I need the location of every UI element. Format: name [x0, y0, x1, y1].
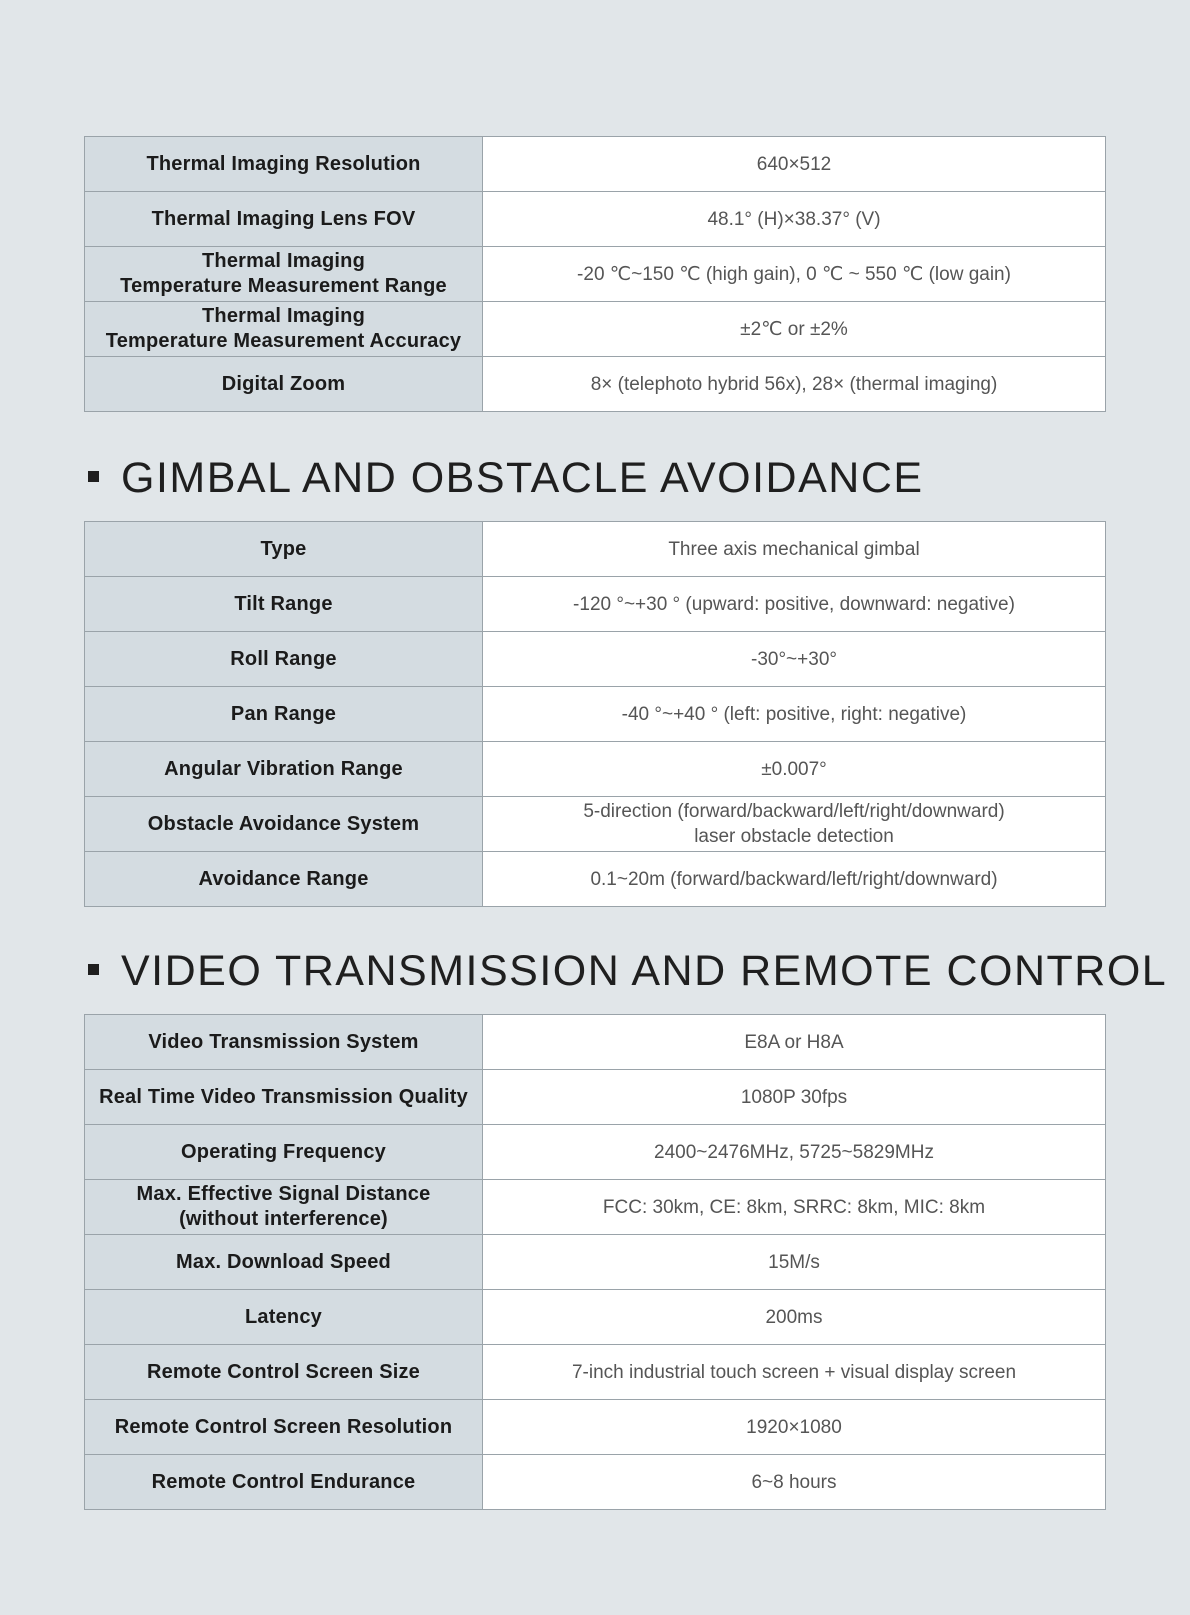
video-heading-text: VIDEO TRANSMISSION AND REMOTE CONTROL — [121, 947, 1168, 995]
table-row — [85, 632, 1106, 687]
spec-label: Remote Control Screen Size — [85, 1345, 483, 1400]
spec-label: Thermal Imaging Resolution — [85, 137, 483, 192]
spec-value: 7-inch industrial touch screen + visual display screen — [483, 1345, 1106, 1400]
spec-value: Three axis mechanical gimbal — [483, 522, 1106, 577]
spec-value: 0.1~20m (forward/backward/left/right/downward) — [483, 852, 1106, 907]
heading-bullet — [88, 964, 99, 975]
table-row — [85, 1015, 1106, 1070]
spec-value: 15M/s — [483, 1235, 1106, 1290]
spec-value: FCC: 30km, CE: 8km, SRRC: 8km, MIC: 8km — [483, 1180, 1106, 1235]
spec-value: -20 ℃~150 ℃ (high gain), 0 ℃ ~ 550 ℃ (low gain) — [483, 247, 1106, 302]
table-row — [85, 1290, 1106, 1345]
table-row — [85, 1400, 1106, 1455]
table-row — [85, 247, 1106, 302]
spec-label: Type — [85, 522, 483, 577]
spec-value: 1080P 30fps — [483, 1070, 1106, 1125]
spec-label: Avoidance Range — [85, 852, 483, 907]
spec-value: 8× (telephoto hybrid 56x), 28× (thermal imaging) — [483, 357, 1106, 412]
spec-label: Video Transmission System — [85, 1015, 483, 1070]
table-row — [85, 852, 1106, 907]
spec-label: Obstacle Avoidance System — [85, 797, 483, 852]
spec-value: 200ms — [483, 1290, 1106, 1345]
spec-label: Max. Effective Signal Distance (without interference) — [85, 1180, 483, 1235]
spec-value: 48.1° (H)×38.37° (V) — [483, 192, 1106, 247]
table-row — [85, 742, 1106, 797]
spec-value: -40 °~+40 ° (left: positive, right: negative) — [483, 687, 1106, 742]
spec-value: 640×512 — [483, 137, 1106, 192]
spec-label: Remote Control Endurance — [85, 1455, 483, 1510]
spec-label: Latency — [85, 1290, 483, 1345]
table-row — [85, 1455, 1106, 1510]
table-row — [85, 192, 1106, 247]
spec-value: ±0.007° — [483, 742, 1106, 797]
table-row — [85, 577, 1106, 632]
table-row — [85, 1125, 1106, 1180]
video-section-heading — [88, 943, 1167, 999]
spec-value: E8A or H8A — [483, 1015, 1106, 1070]
table-row — [85, 797, 1106, 852]
spec-label: Digital Zoom — [85, 357, 483, 412]
spec-label: Thermal Imaging Lens FOV — [85, 192, 483, 247]
table-row — [85, 137, 1106, 192]
spec-value: 5-direction (forward/backward/left/right/downward) laser obstacle detection — [483, 797, 1106, 852]
gimbal-section-heading — [88, 450, 924, 506]
table-row — [85, 1345, 1106, 1400]
spec-label: Operating Frequency — [85, 1125, 483, 1180]
video-spec-table — [84, 1014, 1106, 1510]
gimbal-heading-text: GIMBAL AND OBSTACLE AVOIDANCE — [121, 454, 924, 502]
spec-label: Max. Download Speed — [85, 1235, 483, 1290]
heading-bullet — [88, 471, 99, 482]
gimbal-spec-table — [84, 521, 1106, 907]
thermal-spec-table — [84, 136, 1106, 412]
spec-label: Real Time Video Transmission Quality — [85, 1070, 483, 1125]
spec-value: 1920×1080 — [483, 1400, 1106, 1455]
table-row — [85, 522, 1106, 577]
spec-value: 2400~2476MHz, 5725~5829MHz — [483, 1125, 1106, 1180]
table-row — [85, 357, 1106, 412]
table-row — [85, 1070, 1106, 1125]
spec-label: Roll Range — [85, 632, 483, 687]
spec-label: Pan Range — [85, 687, 483, 742]
table-row — [85, 1235, 1106, 1290]
spec-value: 6~8 hours — [483, 1455, 1106, 1510]
spec-value: -120 °~+30 ° (upward: positive, downward: negative) — [483, 577, 1106, 632]
table-row — [85, 302, 1106, 357]
spec-label: Angular Vibration Range — [85, 742, 483, 797]
spec-label: Thermal Imaging Temperature Measurement Range — [85, 247, 483, 302]
spec-label: Thermal Imaging Temperature Measurement Accuracy — [85, 302, 483, 357]
spec-value: ±2℃ or ±2% — [483, 302, 1106, 357]
spec-value: -30°~+30° — [483, 632, 1106, 687]
table-row — [85, 1180, 1106, 1235]
spec-label: Remote Control Screen Resolution — [85, 1400, 483, 1455]
spec-label: Tilt Range — [85, 577, 483, 632]
table-row — [85, 687, 1106, 742]
